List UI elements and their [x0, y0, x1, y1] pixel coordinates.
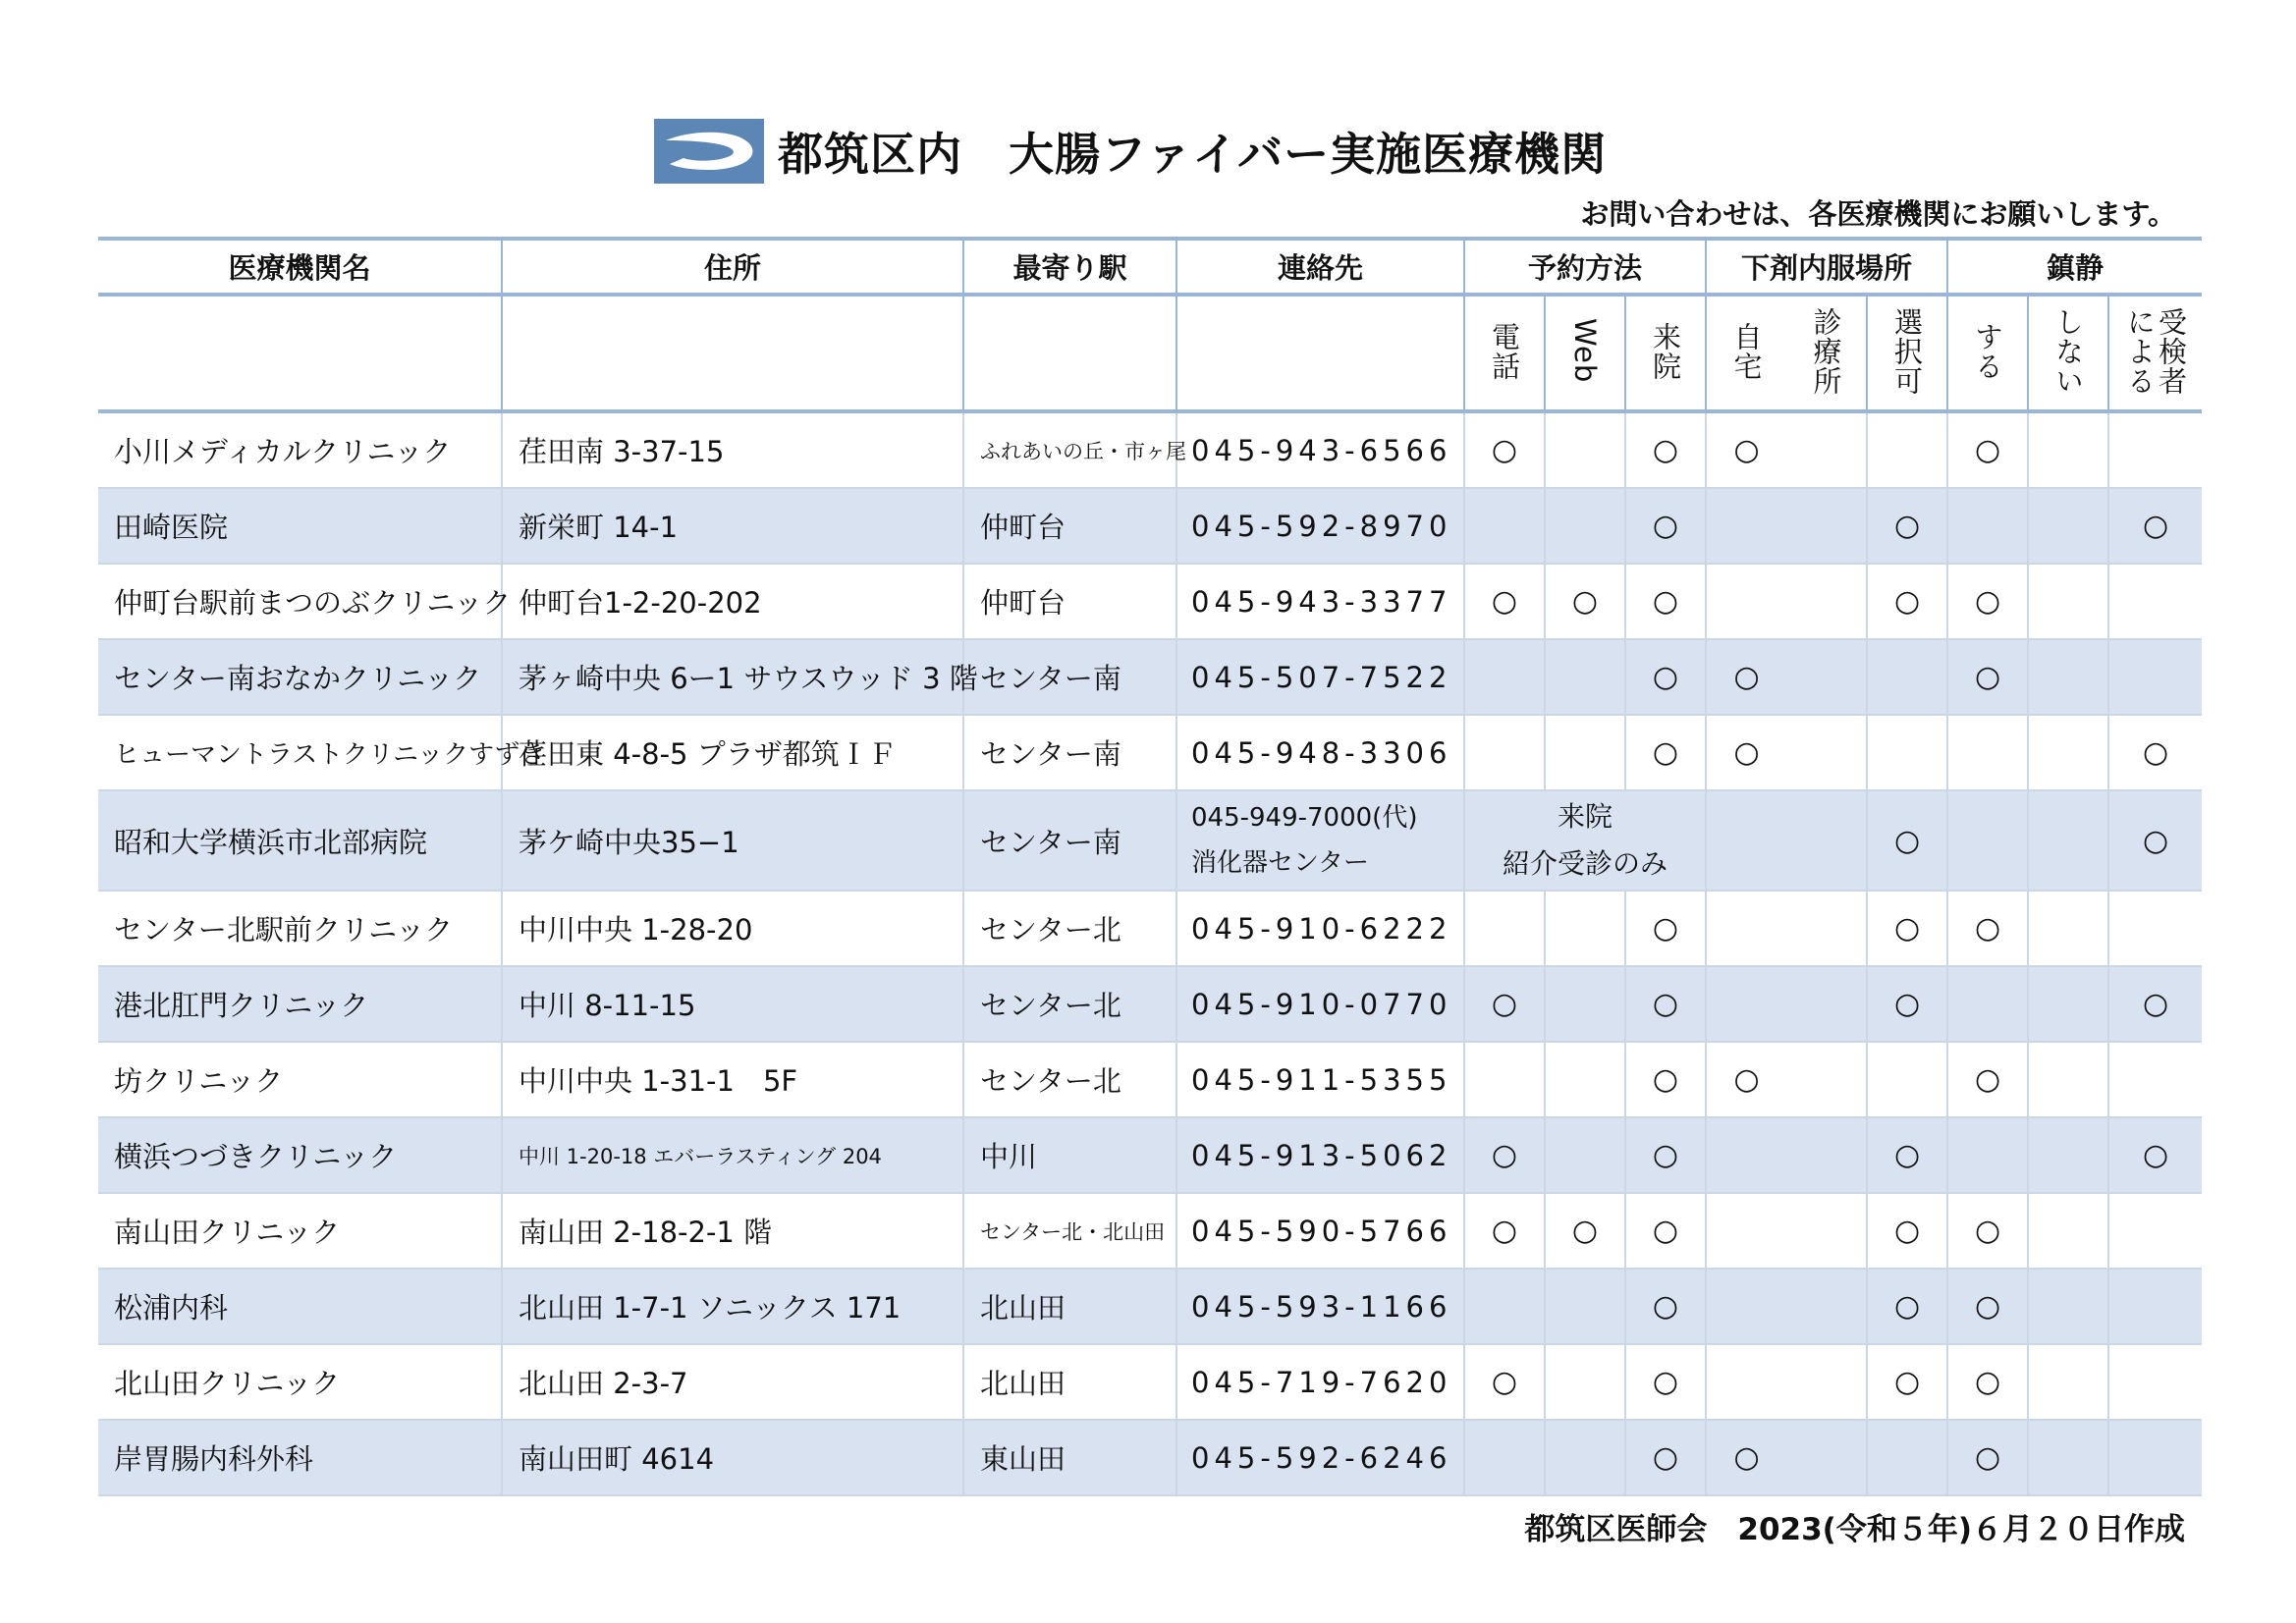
- clinic-address: 南山田町 4614: [502, 1420, 963, 1495]
- option-mark: ○: [1947, 639, 2028, 715]
- logo-icon: [654, 119, 764, 184]
- table-row: [98, 1193, 2202, 1269]
- option-mark: [1786, 1344, 1867, 1420]
- option-mark: ○: [1625, 488, 1706, 564]
- option-mark: [1947, 488, 2028, 564]
- contact-phone: 045-943-6566: [1176, 411, 1464, 488]
- table-row: [98, 715, 2202, 790]
- option-mark: [1947, 790, 2028, 891]
- option-mark: [1545, 715, 1625, 790]
- footer-credit: 都筑区医師会 2023(令和５年)６月２０日作成: [1524, 1512, 2185, 1547]
- subheader-selectable: 選択可: [1867, 295, 1947, 411]
- option-mark: [1545, 1117, 1625, 1193]
- option-mark: ○: [1706, 639, 1786, 715]
- option-mark: [1545, 1344, 1625, 1420]
- option-mark: ○: [2108, 966, 2202, 1042]
- option-mark: ○: [1867, 966, 1947, 1042]
- option-mark: [2108, 411, 2202, 488]
- option-mark: ○: [1625, 639, 1706, 715]
- contact-phone: 045-913-5062: [1176, 1117, 1464, 1193]
- reservation-note-method: 来院: [1558, 800, 1613, 833]
- clinic-address: 荏田南 3-37-15: [502, 411, 963, 488]
- option-mark: ○: [1464, 1117, 1545, 1193]
- contact-phone: 045-910-6222: [1176, 891, 1464, 966]
- option-mark: ○: [1706, 1420, 1786, 1495]
- option-mark: [1947, 715, 2028, 790]
- contact-department: 消化器センター: [1191, 848, 1369, 878]
- option-mark: [1786, 488, 1867, 564]
- nearest-station: 北山田: [963, 1344, 1176, 1420]
- option-mark: ○: [1625, 1344, 1706, 1420]
- nearest-station: 北山田: [963, 1269, 1176, 1344]
- subheader-yes: する: [1947, 295, 2028, 411]
- option-mark: ○: [1867, 564, 1947, 639]
- subheader-home: 自宅: [1706, 295, 1786, 411]
- option-mark: [1786, 790, 1867, 891]
- option-mark: ○: [1947, 891, 2028, 966]
- subheader-row: [98, 295, 2202, 411]
- option-mark: ○: [1625, 1117, 1706, 1193]
- option-mark: [1706, 1269, 1786, 1344]
- table-row: [98, 1344, 2202, 1420]
- option-mark: [2108, 1042, 2202, 1117]
- clinic-address: 北山田 2-3-7: [502, 1344, 963, 1420]
- option-mark: [1706, 564, 1786, 639]
- clinic-address: 南山田 2-18-2-1 階: [502, 1193, 963, 1269]
- option-mark: [1545, 891, 1625, 966]
- contact-note: お問い合わせは、各医療機関にお願いします。: [1580, 197, 2176, 231]
- option-mark: ○: [1545, 1193, 1625, 1269]
- table-row: [98, 1420, 2202, 1495]
- option-mark: ○: [1867, 1193, 1947, 1269]
- subheader-blank: [98, 295, 502, 411]
- nearest-station: 東山田: [963, 1420, 1176, 1495]
- option-mark: ○: [1867, 1344, 1947, 1420]
- option-mark: ○: [1625, 715, 1706, 790]
- option-mark: [2108, 1344, 2202, 1420]
- table-row: [98, 411, 2202, 488]
- option-mark: [1786, 1269, 1867, 1344]
- option-mark: [1545, 488, 1625, 564]
- option-mark: ○: [1867, 790, 1947, 891]
- option-mark: [1947, 1117, 2028, 1193]
- clinic-address: 茅ケ崎中央35−1: [502, 790, 963, 891]
- option-mark: ○: [1464, 564, 1545, 639]
- option-mark: ○: [1947, 1193, 2028, 1269]
- table-row: [98, 564, 2202, 639]
- contact-phone: 045-593-1166: [1176, 1269, 1464, 1344]
- option-mark: [1706, 488, 1786, 564]
- option-mark: [1464, 891, 1545, 966]
- option-mark: ○: [1706, 1042, 1786, 1117]
- subheader-clinic: 診療所: [1786, 295, 1867, 411]
- option-mark: [1464, 715, 1545, 790]
- option-mark: ○: [1867, 1117, 1947, 1193]
- option-mark: [1867, 1420, 1947, 1495]
- option-mark: [2028, 488, 2108, 564]
- option-mark: [1545, 1420, 1625, 1495]
- clinic-name: 小川メディカルクリニック: [98, 411, 502, 488]
- subheader-visit: 来院: [1625, 295, 1706, 411]
- option-mark: [1464, 1420, 1545, 1495]
- option-mark: [1545, 1269, 1625, 1344]
- option-mark: [1706, 1193, 1786, 1269]
- clinic-name: 港北肛門クリニック: [98, 966, 502, 1042]
- option-mark: ○: [1464, 411, 1545, 488]
- option-mark: [2028, 1042, 2108, 1117]
- subheader-by-patient: 受検者による: [2108, 295, 2202, 411]
- contact-phone: 045-592-8970: [1176, 488, 1464, 564]
- option-mark: ○: [1706, 411, 1786, 488]
- clinic-address: 北山田 1-7-1 ソニックス 171: [502, 1269, 963, 1344]
- nearest-station: 中川: [963, 1117, 1176, 1193]
- subheader-blank: [1176, 295, 1464, 411]
- header-address: 住所: [502, 239, 963, 295]
- option-mark: [1786, 1117, 1867, 1193]
- option-mark: [1545, 1042, 1625, 1117]
- option-mark: ○: [1947, 1269, 2028, 1344]
- option-mark: ○: [2108, 1117, 2202, 1193]
- table-row: [98, 1042, 2202, 1117]
- option-mark: [1786, 564, 1867, 639]
- clinic-name: 仲町台駅前まつのぶクリニック: [98, 564, 502, 639]
- option-mark: [1947, 966, 2028, 1042]
- nearest-station: センター北: [963, 966, 1176, 1042]
- clinic-address: 新栄町 14-1: [502, 488, 963, 564]
- option-mark: ○: [1464, 1344, 1545, 1420]
- option-mark: [1867, 411, 1947, 488]
- option-mark: [2028, 564, 2108, 639]
- option-mark: [1464, 488, 1545, 564]
- option-mark: ○: [1625, 1420, 1706, 1495]
- option-mark: [1786, 411, 1867, 488]
- contact-phone: 045-719-7620: [1176, 1344, 1464, 1420]
- contact-phone-main: 045-949-7000(代): [1191, 803, 1418, 833]
- header-row: [98, 239, 2202, 295]
- option-mark: ○: [1625, 1042, 1706, 1117]
- clinic-name: センター北駅前クリニック: [98, 891, 502, 966]
- contact-phone: 045-910-0770: [1176, 966, 1464, 1042]
- clinic-address: 中川中央 1-31-1 5F: [502, 1042, 963, 1117]
- nearest-station: センター南: [963, 790, 1176, 891]
- option-mark: ○: [1625, 564, 1706, 639]
- subheader-web: Web: [1545, 295, 1625, 411]
- option-mark: ○: [1947, 1420, 2028, 1495]
- option-mark: [1786, 639, 1867, 715]
- option-mark: [2028, 411, 2108, 488]
- option-mark: ○: [1625, 891, 1706, 966]
- nearest-station: センター南: [963, 715, 1176, 790]
- clinic-address: 荏田東 4-8-5 プラザ都筑ＩＦ: [502, 715, 963, 790]
- nearest-station: ふれあいの丘・市ヶ尾: [963, 411, 1176, 488]
- option-mark: [2108, 1193, 2202, 1269]
- option-mark: ○: [1625, 966, 1706, 1042]
- header-contact: 連絡先: [1176, 239, 1464, 295]
- contact-phone: [1176, 790, 1464, 891]
- option-mark: [2028, 891, 2108, 966]
- nearest-station: センター北・北山田: [963, 1193, 1176, 1269]
- option-mark: ○: [1867, 488, 1947, 564]
- table-row: [98, 639, 2202, 715]
- title-block: [654, 116, 1607, 187]
- option-mark: ○: [1545, 564, 1625, 639]
- clinic-name: 岸胃腸内科外科: [98, 1420, 502, 1495]
- option-mark: ○: [1867, 891, 1947, 966]
- option-mark: [2108, 1420, 2202, 1495]
- clinic-name: 田崎医院: [98, 488, 502, 564]
- clinic-address: 中川中央 1-28-20: [502, 891, 963, 966]
- contact-phone: 045-590-5766: [1176, 1193, 1464, 1269]
- option-mark: [1706, 1117, 1786, 1193]
- clinic-address: 仲町台1-2-20-202: [502, 564, 963, 639]
- option-mark: [2028, 1193, 2108, 1269]
- option-mark: [2028, 1269, 2108, 1344]
- nearest-station: 仲町台: [963, 564, 1176, 639]
- option-mark: [2028, 1420, 2108, 1495]
- nearest-station: センター南: [963, 639, 1176, 715]
- clinic-name: ヒューマントラストクリニックすずき: [98, 715, 502, 790]
- option-mark: [1545, 966, 1625, 1042]
- table-row: [98, 1269, 2202, 1344]
- subheader-blank: [963, 295, 1176, 411]
- header-name: 医療機関名: [98, 239, 502, 295]
- clinic-name: 昭和大学横浜市北部病院: [98, 790, 502, 891]
- header-station: 最寄り駅: [963, 239, 1176, 295]
- table-row: [98, 790, 2202, 891]
- option-mark: [1786, 715, 1867, 790]
- option-mark: [1706, 1344, 1786, 1420]
- subheader-phone: 電話: [1464, 295, 1545, 411]
- option-mark: [2108, 891, 2202, 966]
- option-mark: ○: [1464, 1193, 1545, 1269]
- option-mark: ○: [1625, 411, 1706, 488]
- option-mark: [2028, 1344, 2108, 1420]
- clinic-name: 北山田クリニック: [98, 1344, 502, 1420]
- clinic-name: センター南おなかクリニック: [98, 639, 502, 715]
- clinic-name: 松浦内科: [98, 1269, 502, 1344]
- option-mark: [2028, 639, 2108, 715]
- header-sedation: 鎮静: [1947, 239, 2202, 295]
- subheader-blank: [502, 295, 963, 411]
- table-row: [98, 966, 2202, 1042]
- option-mark: [1464, 1269, 1545, 1344]
- option-mark: [1706, 790, 1786, 891]
- option-mark: [1706, 966, 1786, 1042]
- option-mark: ○: [1625, 1193, 1706, 1269]
- option-mark: [1786, 891, 1867, 966]
- reservation-note-referral: 紹介受診のみ: [1503, 847, 1668, 880]
- option-mark: ○: [1464, 966, 1545, 1042]
- option-mark: [1545, 639, 1625, 715]
- nearest-station: 仲町台: [963, 488, 1176, 564]
- header-laxative: 下剤内服場所: [1706, 239, 1947, 295]
- option-mark: ○: [1867, 1269, 1947, 1344]
- reservation-note: [1464, 790, 1706, 891]
- option-mark: [2108, 564, 2202, 639]
- contact-phone: 045-592-6246: [1176, 1420, 1464, 1495]
- option-mark: [1786, 966, 1867, 1042]
- option-mark: ○: [2108, 715, 2202, 790]
- option-mark: [2028, 1117, 2108, 1193]
- option-mark: ○: [2108, 488, 2202, 564]
- option-mark: ○: [1947, 1344, 2028, 1420]
- option-mark: [1464, 1042, 1545, 1117]
- option-mark: [2028, 966, 2108, 1042]
- clinic-rows: [98, 411, 2202, 1495]
- clinic-address: 中川 1-20-18 エバーラスティング 204: [502, 1117, 963, 1193]
- option-mark: ○: [2108, 790, 2202, 891]
- option-mark: [1545, 411, 1625, 488]
- option-mark: [2028, 790, 2108, 891]
- option-mark: [1786, 1193, 1867, 1269]
- header-reservation: 予約方法: [1464, 239, 1706, 295]
- option-mark: [1867, 715, 1947, 790]
- page-title: 都筑区内 大腸ファイバー実施医療機関: [778, 128, 1608, 181]
- clinic-name: 南山田クリニック: [98, 1193, 502, 1269]
- option-mark: ○: [1706, 715, 1786, 790]
- clinic-name: 横浜つづきクリニック: [98, 1117, 502, 1193]
- nearest-station: センター北: [963, 891, 1176, 966]
- option-mark: [1867, 639, 1947, 715]
- option-mark: [1464, 639, 1545, 715]
- option-mark: [1706, 891, 1786, 966]
- option-mark: ○: [1625, 1269, 1706, 1344]
- contact-phone: 045-948-3306: [1176, 715, 1464, 790]
- table-row: [98, 891, 2202, 966]
- subheader-no: しない: [2028, 295, 2108, 411]
- option-mark: [2108, 1269, 2202, 1344]
- option-mark: [1786, 1042, 1867, 1117]
- clinic-name: 坊クリニック: [98, 1042, 502, 1117]
- option-mark: ○: [1947, 411, 2028, 488]
- contact-phone: 045-943-3377: [1176, 564, 1464, 639]
- nearest-station: センター北: [963, 1042, 1176, 1117]
- option-mark: ○: [1947, 1042, 2028, 1117]
- clinic-address: 中川 8-11-15: [502, 966, 963, 1042]
- option-mark: [1786, 1420, 1867, 1495]
- option-mark: [1867, 1042, 1947, 1117]
- table-row: [98, 1117, 2202, 1193]
- option-mark: ○: [1947, 564, 2028, 639]
- option-mark: [2108, 639, 2202, 715]
- table-row: [98, 488, 2202, 564]
- clinic-address: 茅ヶ崎中央 6ー1 サウスウッド 3 階: [502, 639, 963, 715]
- option-mark: [2028, 715, 2108, 790]
- clinic-table: [98, 237, 2202, 1496]
- contact-phone: 045-911-5355: [1176, 1042, 1464, 1117]
- contact-phone: 045-507-7522: [1176, 639, 1464, 715]
